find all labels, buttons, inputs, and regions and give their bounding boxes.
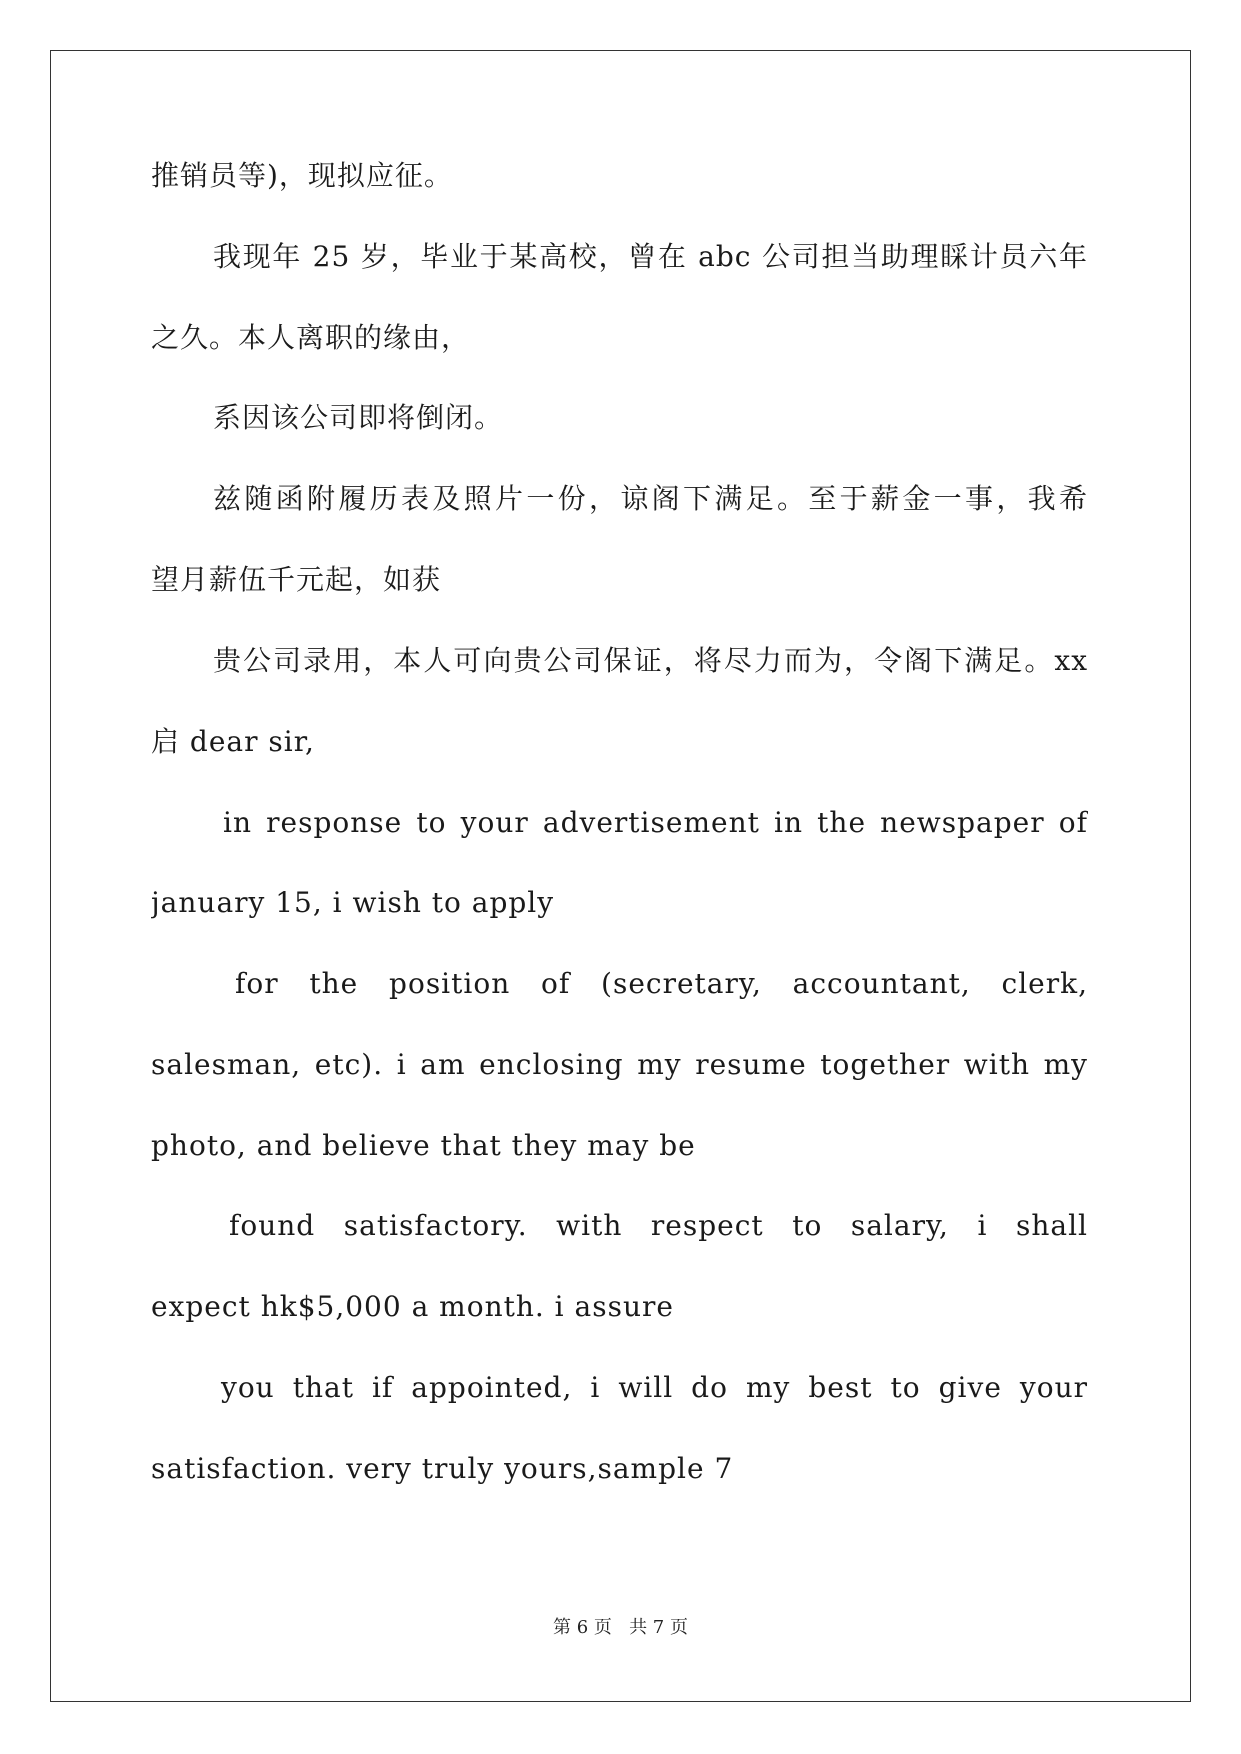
text-line: expect hk$5,000 a month. i assure	[151, 1290, 674, 1323]
page-number: 第 6 页	[553, 1617, 612, 1638]
text-line: 之久。本人离职的缘由，	[151, 321, 471, 354]
text-line: 贵公司录用，本人可向贵公司保证，将尽力而为，令阁下满足。xx	[213, 644, 1088, 677]
text-line: salesman, etc). i am enclosing my resume together with my	[151, 1048, 1088, 1081]
page-footer	[0, 1616, 1241, 1640]
text-line: in response to your advertisement in the newspaper of	[223, 806, 1088, 839]
text-line: you that if appointed, i will do my best to give your	[221, 1371, 1088, 1404]
text-line: satisfaction. very truly yours,sample 7	[151, 1452, 734, 1485]
page-total: 共 7 页	[629, 1617, 688, 1638]
text-line: 我现年 25 岁，毕业于某高校，曾在 abc 公司担当助理睬计员六年	[213, 240, 1088, 273]
text-line: 望月薪伍千元起，如获	[151, 563, 442, 596]
text-line: for the position of (secretary, accountant, clerk,	[235, 967, 1088, 1000]
text-line: 推销员等)，现拟应征。	[151, 159, 453, 192]
text-line: 启 dear sir,	[151, 725, 315, 758]
text-line: found satisfactory. with respect to salary, i shall	[229, 1209, 1088, 1242]
text-line: january 15, i wish to apply	[151, 886, 555, 919]
text-line: photo, and believe that they may be	[151, 1129, 696, 1162]
text-line: 系因该公司即将倒闭。	[213, 401, 504, 434]
text-line: 兹随函附履历表及照片一份，谅阁下满足。至于薪金一事，我希	[213, 482, 1088, 515]
